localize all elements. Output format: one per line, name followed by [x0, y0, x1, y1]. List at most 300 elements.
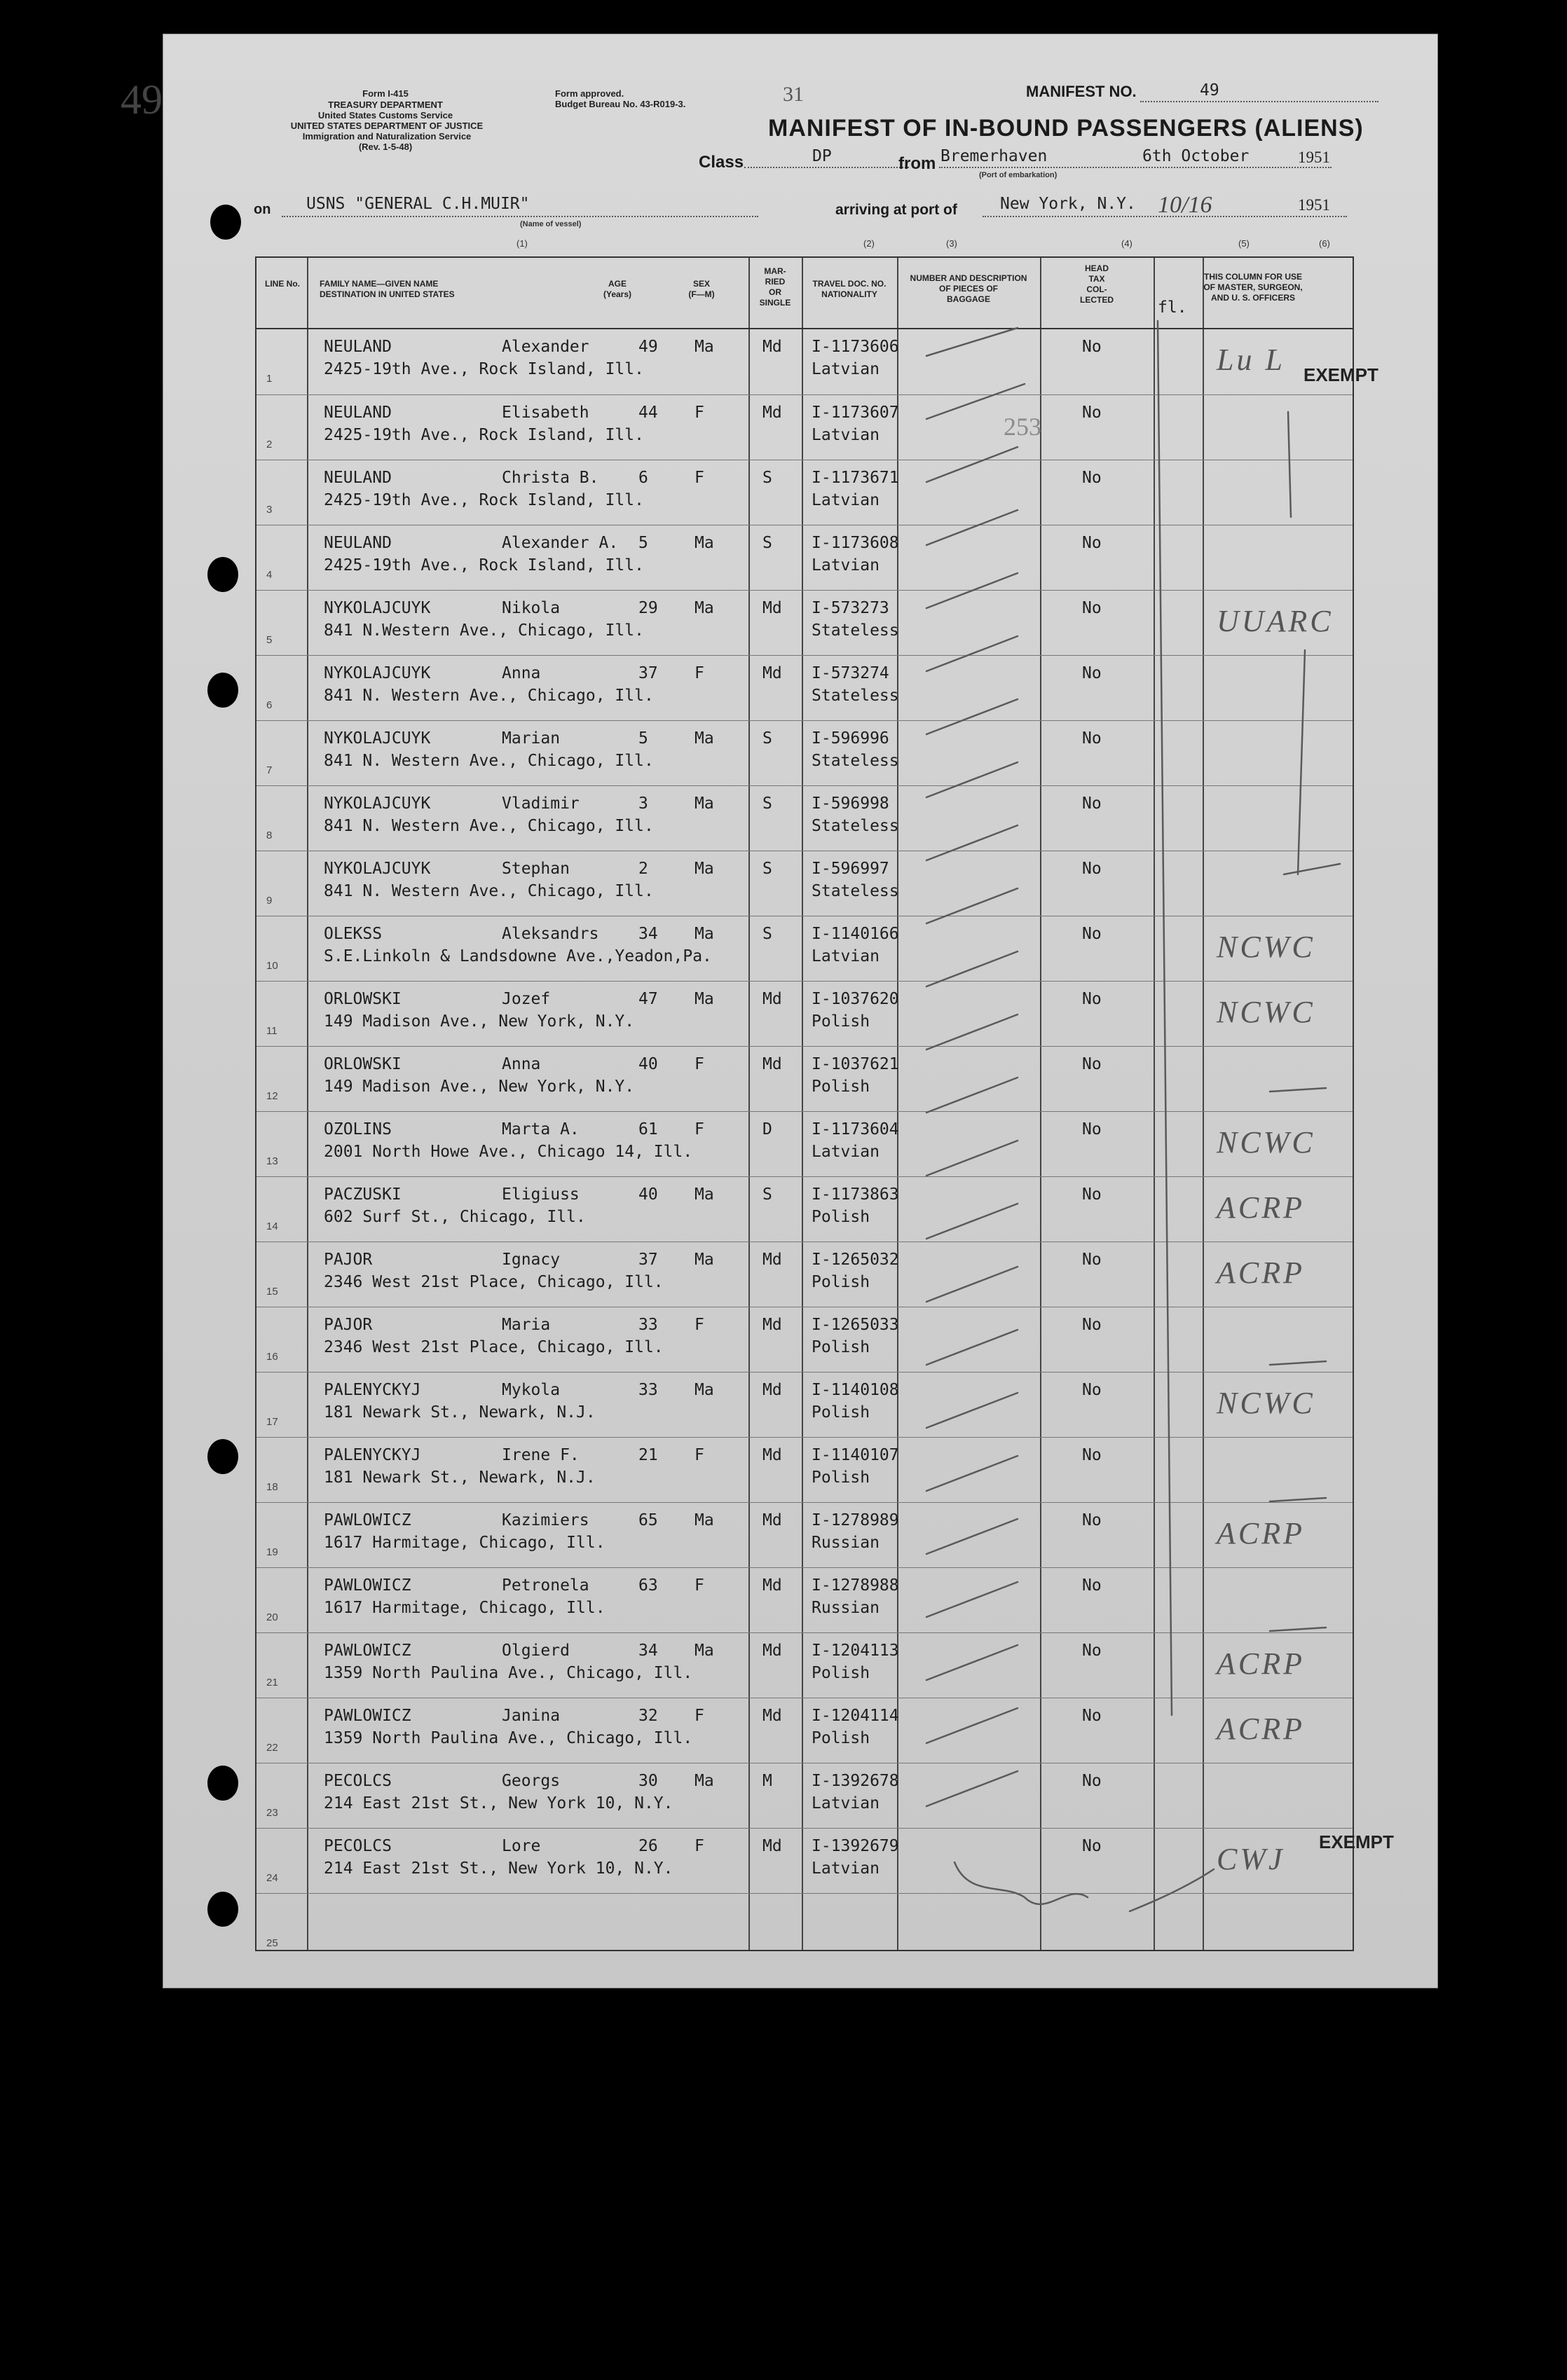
passenger-age: 30	[638, 1772, 658, 1790]
marital-status: S	[762, 469, 772, 487]
passenger-surname: PACZUSKI	[324, 1185, 402, 1204]
exempt-stamp-bottom: EXEMPT	[1319, 1831, 1394, 1852]
passenger-given-name: Kazimiers	[502, 1511, 589, 1529]
passenger-given-name: Ignacy	[502, 1251, 561, 1269]
destination-address: 2425-19th Ave., Rock Island, Ill.	[324, 360, 644, 378]
department-of-justice: UNITED STATES DEPARTMENT OF JUSTICE	[290, 121, 484, 131]
head-tax: No	[1082, 338, 1102, 356]
class-label: Class	[699, 153, 744, 172]
col-married: MAR- RIED OR SINGLE	[759, 266, 791, 308]
passenger-age: 2	[638, 860, 648, 878]
destination-address: 841 N. Western Ave., Chicago, Ill.	[324, 752, 654, 770]
marital-status: M	[762, 1772, 772, 1790]
marital-status: D	[762, 1120, 772, 1139]
col-sex: SEX (F—M)	[688, 279, 715, 299]
passenger-sex: F	[694, 1707, 704, 1725]
passenger-age: 32	[638, 1707, 658, 1725]
passenger-surname: ORLOWSKI	[324, 1055, 402, 1073]
passenger-sex: Ma	[694, 1642, 714, 1660]
passenger-age: 37	[638, 664, 658, 682]
passenger-given-name: Marian	[502, 729, 561, 748]
passenger-given-name: Marta A.	[502, 1120, 580, 1139]
nationality: Stateless	[812, 882, 899, 900]
travel-doc-number: I-1173606	[812, 338, 899, 356]
passenger-sex: Ma	[694, 1772, 714, 1790]
officer-notation: ACRP	[1217, 1256, 1305, 1290]
officer-notation: ACRP	[1217, 1646, 1305, 1681]
officer-notation: Lu L	[1217, 343, 1285, 377]
passenger-age: 49	[638, 338, 658, 356]
nationality: Polish	[812, 1078, 870, 1096]
line-number: 6	[266, 699, 273, 711]
marital-status: S	[762, 925, 772, 943]
passenger-surname: NYKOLAJCUYK	[324, 795, 431, 813]
passenger-surname: NEULAND	[324, 534, 392, 552]
line-number: 4	[266, 569, 273, 581]
passenger-surname: PECOLCS	[324, 1772, 392, 1790]
head-tax: No	[1082, 1576, 1102, 1595]
col-travel-doc: TRAVEL DOC. NO. NATIONALITY	[812, 279, 887, 299]
head-tax: No	[1082, 990, 1102, 1008]
nationality: Stateless	[812, 621, 899, 640]
head-tax: No	[1082, 925, 1102, 943]
head-tax: No	[1082, 534, 1102, 552]
destination-address: 841 N. Western Ave., Chicago, Ill.	[324, 817, 654, 835]
destination-address: 2425-19th Ave., Rock Island, Ill.	[324, 556, 644, 575]
officer-notation: UUARC	[1217, 604, 1334, 638]
nationality: Latvian	[812, 556, 880, 575]
passenger-given-name: Nikola	[502, 599, 561, 617]
passenger-sex: Ma	[694, 990, 714, 1008]
nationality: Polish	[812, 1468, 870, 1487]
arrival-date: 10/16	[1158, 192, 1212, 218]
head-tax: No	[1082, 1446, 1102, 1464]
passenger-age: 40	[638, 1055, 658, 1073]
passenger-surname: ORLOWSKI	[324, 990, 402, 1008]
on-label: on	[254, 202, 271, 217]
line-number: 23	[266, 1807, 278, 1819]
travel-doc-number: I-1392678	[812, 1772, 899, 1790]
officer-notation: NCWC	[1217, 1125, 1315, 1160]
passenger-sex: Ma	[694, 338, 714, 356]
head-tax: No	[1082, 1120, 1102, 1139]
head-tax: No	[1082, 1642, 1102, 1660]
passenger-given-name: Georgs	[502, 1772, 561, 1790]
travel-doc-number: I-1140108	[812, 1381, 899, 1399]
margin-number: 49	[121, 76, 163, 123]
line-number: 21	[266, 1677, 278, 1688]
nationality: Latvian	[812, 947, 880, 965]
manifest-no: 49	[1200, 81, 1219, 99]
passenger-given-name: Petronela	[502, 1576, 589, 1595]
exempt-stamp-top: EXEMPT	[1303, 364, 1378, 385]
passenger-given-name: Mykola	[502, 1381, 561, 1399]
passenger-given-name: Eligiuss	[502, 1185, 580, 1204]
passenger-sex: Ma	[694, 1251, 714, 1269]
marital-status: Md	[762, 1642, 782, 1660]
travel-doc-number: I-1204114	[812, 1707, 899, 1725]
punch-hole	[207, 673, 238, 708]
nationality: Stateless	[812, 752, 899, 770]
passenger-given-name: Vladimir	[502, 795, 580, 813]
form-number: Form I-415	[362, 88, 409, 99]
passenger-sex: F	[694, 1055, 704, 1073]
officer-notation: NCWC	[1217, 1386, 1315, 1420]
head-tax: No	[1082, 1185, 1102, 1204]
marital-status: S	[762, 1185, 772, 1204]
marital-status: Md	[762, 1837, 782, 1855]
travel-doc-number: I-1392679	[812, 1837, 899, 1855]
travel-doc-number: I-573273	[812, 599, 889, 617]
passenger-sex: F	[694, 664, 704, 682]
nationality: Polish	[812, 1664, 870, 1682]
travel-doc-number: I-1265033	[812, 1316, 899, 1334]
marital-status: Md	[762, 1316, 782, 1334]
manifest-title: MANIFEST OF IN-BOUND PASSENGERS (ALIENS)	[768, 115, 1364, 142]
passenger-surname: PAWLOWICZ	[324, 1707, 411, 1725]
nationality: Latvian	[812, 1794, 880, 1812]
passenger-given-name: Anna	[502, 664, 541, 682]
passenger-surname: NYKOLAJCUYK	[324, 599, 431, 617]
marital-status: Md	[762, 1251, 782, 1269]
nationality: Latvian	[812, 426, 880, 444]
travel-doc-number: I-1204113	[812, 1642, 899, 1660]
head-tax: No	[1082, 1316, 1102, 1334]
passenger-sex: F	[694, 1316, 704, 1334]
destination-address: 181 Newark St., Newark, N.J.	[324, 1468, 596, 1487]
head-tax: No	[1082, 664, 1102, 682]
punch-hole	[210, 205, 241, 240]
nationality: Stateless	[812, 817, 899, 835]
travel-doc-number: I-1173608	[812, 534, 899, 552]
head-tax: No	[1082, 1055, 1102, 1073]
destination-address: 2001 North Howe Ave., Chicago 14, Ill.	[324, 1143, 693, 1161]
departure-year: 1951	[1298, 149, 1330, 166]
passenger-surname: NYKOLAJCUYK	[324, 860, 431, 878]
passenger-age: 29	[638, 599, 658, 617]
nationality: Russian	[812, 1599, 880, 1617]
passenger-sex: F	[694, 1446, 704, 1464]
passenger-age: 6	[638, 469, 648, 487]
travel-doc-number: I-1173671	[812, 469, 899, 487]
passenger-given-name: Anna	[502, 1055, 541, 1073]
officer-notation: NCWC	[1217, 930, 1315, 964]
line-number: 25	[266, 1937, 278, 1949]
passenger-surname: OZOLINS	[324, 1120, 392, 1139]
passenger-given-name: Elisabeth	[502, 404, 589, 422]
marital-status: Md	[762, 404, 782, 422]
col-officers: THIS COLUMN FOR USE OF MASTER, SURGEON, AND U. S. OFFICERS	[1203, 272, 1303, 303]
destination-address: 841 N. Western Ave., Chicago, Ill.	[324, 882, 654, 900]
departure-date: 6th October	[1142, 147, 1250, 165]
line-number: 20	[266, 1611, 278, 1623]
punch-hole	[207, 557, 238, 592]
destination-address: 1617 Harmitage, Chicago, Ill.	[324, 1534, 605, 1552]
line-number: 17	[266, 1416, 278, 1428]
marital-status: Md	[762, 338, 782, 356]
travel-doc-number: I-596998	[812, 795, 889, 813]
colnum-5: (5)	[1238, 238, 1250, 249]
marital-status: S	[762, 729, 772, 748]
line-number: 24	[266, 1872, 278, 1884]
marital-status: Md	[762, 1055, 782, 1073]
line-number: 9	[266, 895, 273, 907]
destination-address: 214 East 21st St., New York 10, N.Y.	[324, 1794, 673, 1812]
passenger-sex: Ma	[694, 1185, 714, 1204]
head-tax: No	[1082, 1251, 1102, 1269]
passenger-age: 34	[638, 1642, 658, 1660]
nationality: Latvian	[812, 1143, 880, 1161]
arriving-label: arriving at port of	[835, 202, 957, 218]
marital-status: S	[762, 860, 772, 878]
travel-doc-number: I-1173607	[812, 404, 899, 422]
travel-doc-number: I-1140107	[812, 1446, 899, 1464]
manifest-sheet	[121, 34, 1438, 1988]
nationality: Polish	[812, 1729, 870, 1747]
passenger-surname: PAJOR	[324, 1251, 373, 1269]
arrival-year: 1951	[1298, 196, 1330, 214]
destination-address: S.E.Linkoln & Landsdowne Ave.,Yeadon,Pa.	[324, 947, 712, 965]
nationality: Latvian	[812, 360, 880, 378]
officer-notation: CWJ	[1217, 1842, 1285, 1876]
passenger-surname: PAWLOWICZ	[324, 1642, 411, 1660]
destination-address: 1359 North Paulina Ave., Chicago, Ill.	[324, 1664, 693, 1682]
destination-address: 841 N. Western Ave., Chicago, Ill.	[324, 687, 654, 705]
line-number: 3	[266, 504, 273, 516]
travel-doc-number: I-1140166	[812, 925, 899, 943]
destination-address: 214 East 21st St., New York 10, N.Y.	[324, 1859, 673, 1878]
travel-doc-number: I-596997	[812, 860, 889, 878]
destination-address: 602 Surf St., Chicago, Ill.	[324, 1208, 586, 1226]
marital-status: S	[762, 795, 772, 813]
baggage-number-stamp: 253	[1004, 413, 1041, 441]
passenger-given-name: Irene F.	[502, 1446, 580, 1464]
travel-doc-number: I-1037621	[812, 1055, 899, 1073]
destination-address: 149 Madison Ave., New York, N.Y.	[324, 1078, 635, 1096]
passenger-surname: PALENYCKYJ	[324, 1446, 421, 1464]
nationality: Stateless	[812, 687, 899, 705]
treasury-department: TREASURY DEPARTMENT	[328, 99, 443, 110]
destination-address: 841 N.Western Ave., Chicago, Ill.	[324, 621, 644, 640]
customs-service: United States Customs Service	[317, 110, 453, 121]
passenger-given-name: Stephan	[502, 860, 570, 878]
passenger-age: 65	[638, 1511, 658, 1529]
marital-status: Md	[762, 990, 782, 1008]
passenger-sex: F	[694, 1120, 704, 1139]
manifest-no-label: MANIFEST NO.	[1026, 83, 1137, 100]
col-head-tax: HEAD TAX COL- LECTED	[1080, 263, 1114, 305]
travel-doc-number: I-1278989	[812, 1511, 899, 1529]
nationality: Polish	[812, 1403, 870, 1422]
passenger-sex: Ma	[694, 1511, 714, 1529]
nationality: Latvian	[812, 491, 880, 509]
nationality: Polish	[812, 1273, 870, 1291]
punch-hole	[207, 1439, 238, 1474]
from-label: from	[898, 154, 936, 173]
travel-doc-number: I-1173863	[812, 1185, 899, 1204]
line-number: 5	[266, 634, 273, 646]
officer-notation: ACRP	[1217, 1190, 1305, 1225]
col-name: FAMILY NAME—GIVEN NAME DESTINATION IN UNITED STATES	[320, 279, 455, 299]
destination-address: 2346 West 21st Place, Chicago, Ill.	[324, 1273, 664, 1291]
passenger-surname: PAWLOWICZ	[324, 1576, 411, 1595]
passenger-age: 37	[638, 1251, 658, 1269]
passenger-sex: Ma	[694, 1381, 714, 1399]
passenger-sex: F	[694, 1576, 704, 1595]
passenger-age: 33	[638, 1381, 658, 1399]
passenger-surname: PECOLCS	[324, 1837, 392, 1855]
budget-bureau: Budget Bureau No. 43-R019-3.	[555, 99, 686, 109]
nationality: Latvian	[812, 1859, 880, 1878]
line-number: 16	[266, 1351, 278, 1363]
marital-status: Md	[762, 1381, 782, 1399]
arrival-port: New York, N.Y.	[1000, 195, 1136, 213]
passenger-given-name: Maria	[502, 1316, 551, 1334]
marital-status: Md	[762, 1446, 782, 1464]
vessel-name: USNS "GENERAL C.H.MUIR"	[306, 195, 530, 213]
travel-doc-number: I-573274	[812, 664, 889, 682]
colnum-3: (3)	[946, 238, 957, 249]
passenger-surname: NEULAND	[324, 338, 392, 356]
head-tax: No	[1082, 795, 1102, 813]
passenger-sex: Ma	[694, 860, 714, 878]
travel-doc-number: I-1265032	[812, 1251, 899, 1269]
marital-status: Md	[762, 1707, 782, 1725]
travel-doc-number: I-596996	[812, 729, 889, 748]
col-age: AGE (Years)	[603, 279, 632, 299]
fl-mark: fl.	[1158, 298, 1187, 317]
nationality: Russian	[812, 1534, 880, 1552]
nationality: Polish	[812, 1208, 870, 1226]
passenger-age: 47	[638, 990, 658, 1008]
vessel-caption: (Name of vessel)	[520, 220, 582, 228]
passenger-surname: PAJOR	[324, 1316, 373, 1334]
passenger-sex: F	[694, 1837, 704, 1855]
passenger-given-name: Lore	[502, 1837, 541, 1855]
colnum-2: (2)	[863, 238, 875, 249]
punch-hole	[207, 1766, 238, 1801]
passenger-age: 5	[638, 729, 648, 748]
destination-address: 2425-19th Ave., Rock Island, Ill.	[324, 426, 644, 444]
port-caption: (Port of embarkation)	[979, 171, 1058, 179]
destination-address: 181 Newark St., Newark, N.J.	[324, 1403, 596, 1422]
destination-address: 1359 North Paulina Ave., Chicago, Ill.	[324, 1729, 693, 1747]
destination-address: 2346 West 21st Place, Chicago, Ill.	[324, 1338, 664, 1356]
passenger-surname: PALENYCKYJ	[324, 1381, 421, 1399]
colnum-6: (6)	[1319, 238, 1330, 249]
head-tax: No	[1082, 729, 1102, 748]
line-number: 18	[266, 1481, 278, 1493]
passenger-surname: NEULAND	[324, 469, 392, 487]
passenger-age: 3	[638, 795, 648, 813]
nationality: Polish	[812, 1012, 870, 1031]
passenger-surname: PAWLOWICZ	[324, 1511, 411, 1529]
passenger-sex: Ma	[694, 795, 714, 813]
head-tax: No	[1082, 404, 1102, 422]
passenger-age: 44	[638, 404, 658, 422]
passenger-given-name: Jozef	[502, 990, 551, 1008]
destination-address: 2425-19th Ave., Rock Island, Ill.	[324, 491, 644, 509]
colnum-4: (4)	[1121, 238, 1133, 249]
passenger-given-name: Alexander A.	[502, 534, 619, 552]
head-tax: No	[1082, 1511, 1102, 1529]
head-tax: No	[1082, 469, 1102, 487]
passenger-surname: NEULAND	[324, 404, 392, 422]
travel-doc-number: I-1037620	[812, 990, 899, 1008]
passenger-age: 21	[638, 1446, 658, 1464]
officer-notation: NCWC	[1217, 995, 1315, 1029]
col-baggage: NUMBER AND DESCRIPTION OF PIECES OF BAGGAGE	[910, 273, 1027, 304]
line-number: 1	[266, 373, 273, 385]
marital-status: Md	[762, 599, 782, 617]
officer-notation: ACRP	[1217, 1712, 1305, 1746]
officer-notation: ACRP	[1217, 1516, 1305, 1550]
marital-status: Md	[762, 664, 782, 682]
line-number: 22	[266, 1742, 278, 1754]
destination-address: 149 Madison Ave., New York, N.Y.	[324, 1012, 635, 1031]
line-number: 13	[266, 1155, 278, 1167]
passenger-sex: F	[694, 404, 704, 422]
head-tax: No	[1082, 1381, 1102, 1399]
passenger-sex: F	[694, 469, 704, 487]
passenger-age: 34	[638, 925, 658, 943]
passenger-given-name: Christa B.	[502, 469, 599, 487]
destination-address: 1617 Harmitage, Chicago, Ill.	[324, 1599, 605, 1617]
passenger-age: 26	[638, 1837, 658, 1855]
marital-status: Md	[762, 1511, 782, 1529]
head-tax: No	[1082, 1837, 1102, 1855]
passenger-age: 40	[638, 1185, 658, 1204]
line-number: 14	[266, 1220, 278, 1232]
passenger-sex: Ma	[694, 729, 714, 748]
colnum-1: (1)	[516, 238, 528, 249]
passenger-surname: NYKOLAJCUYK	[324, 729, 431, 748]
passenger-given-name: Alexander	[502, 338, 589, 356]
passenger-sex: Ma	[694, 925, 714, 943]
line-number: 11	[266, 1025, 278, 1037]
line-number: 7	[266, 764, 273, 776]
passenger-sex: Ma	[694, 599, 714, 617]
from-port: Bremerhaven	[940, 147, 1048, 165]
passenger-given-name: Janina	[502, 1707, 561, 1725]
passenger-age: 5	[638, 534, 648, 552]
marital-status: Md	[762, 1576, 782, 1595]
passenger-surname: OLEKSS	[324, 925, 383, 943]
line-number: 10	[266, 960, 278, 972]
line-number: 12	[266, 1090, 278, 1102]
passenger-sex: Ma	[694, 534, 714, 552]
passenger-age: 33	[638, 1316, 658, 1334]
passenger-given-name: Olgierd	[502, 1642, 570, 1660]
head-tax: No	[1082, 599, 1102, 617]
nationality: Polish	[812, 1338, 870, 1356]
immigration-service: Immigration and Naturalization Service	[302, 131, 472, 142]
passenger-age: 63	[638, 1576, 658, 1595]
line-number: 8	[266, 830, 273, 841]
class-value: DP	[812, 147, 832, 165]
marital-status: S	[762, 534, 772, 552]
passenger-given-name: Aleksandrs	[502, 925, 599, 943]
line-number: 19	[266, 1546, 278, 1558]
line-number: 2	[266, 439, 273, 450]
head-tax: No	[1082, 1707, 1102, 1725]
head-tax: No	[1082, 1772, 1102, 1790]
pencil-marks	[163, 34, 1438, 1988]
line-number: 15	[266, 1286, 278, 1298]
head-tax: No	[1082, 860, 1102, 878]
travel-doc-number: I-1173604	[812, 1120, 899, 1139]
passenger-age: 61	[638, 1120, 658, 1139]
